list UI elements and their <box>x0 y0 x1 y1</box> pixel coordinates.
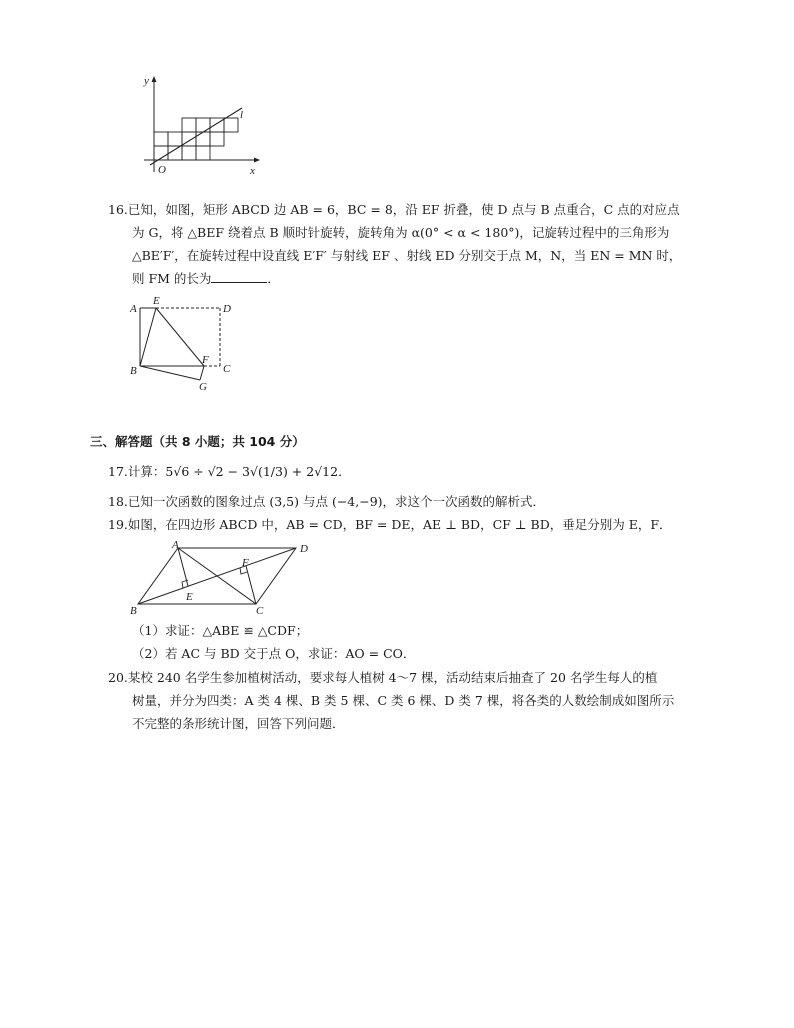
q17-expression: 5√6 ÷ √2 − 3√(1/3) + 2√12 <box>165 464 339 479</box>
q20-line2: 树量，并分为四类：A 类 4 棵、B 类 5 棵、C 类 6 棵、D 类 7 棵，将各类的人数绘制成如图所示 <box>132 693 675 708</box>
point-b-label: B <box>130 365 137 377</box>
q19-part2: （2）若 AC 与 BD 交于点 O，求证：AO = CO． <box>132 646 416 661</box>
q19-number: 19. <box>108 517 128 532</box>
x-axis-label: x <box>250 165 255 177</box>
q17-suffix: ． <box>338 464 351 479</box>
q18-number: 18. <box>108 494 128 509</box>
q17-number: 17. <box>108 464 128 479</box>
q16-text-1: 已知，如图，矩形 ABCD 边 AB = 6，BC = 8，沿 EF 折叠，使 D 点与 B 点重合，C 点的对应点 <box>127 202 680 217</box>
point-f-label: F <box>202 354 209 366</box>
q18-text: 已知一次函数的图象过点 (3,5) 与点 (−4,−9)，求这个一次函数的解析式． <box>127 494 546 509</box>
q18 <box>108 492 545 512</box>
y-axis-label: y <box>144 75 149 87</box>
line-l-label: l <box>240 109 244 121</box>
point-d-label: D <box>300 543 308 555</box>
q17-prefix: 计算： <box>127 464 166 479</box>
q17 <box>108 462 351 482</box>
quadrilateral-figure <box>126 538 326 618</box>
point-g-label: G <box>199 381 207 393</box>
point-f-label: F <box>242 557 249 569</box>
point-a-label: A <box>130 303 137 315</box>
q16-number: 16. <box>108 202 128 217</box>
point-b-label: B <box>130 605 137 617</box>
section-3-title: 三、解答题（共 8 小题；共 104 分） <box>90 434 305 449</box>
q16-line3: △BE′F′，在旋转过程中设直线 E′F′ 与射线 EF 、射线 ED 分别交于点 M，N，当 EN = MN 时， <box>132 248 682 263</box>
point-d-label: D <box>223 303 231 315</box>
q16-line2: 为 G，将 △BEF 绕着点 B 顺时针旋转，旋转角为 α(0° < α < 180°)，记旋转过程中的三角形为 <box>132 225 670 240</box>
point-a-label: A <box>172 539 179 551</box>
grid-line-figure <box>136 72 266 180</box>
q16-text-4-end: ． <box>267 271 280 286</box>
point-e-label: E <box>153 295 160 307</box>
q16-line1 <box>108 200 680 220</box>
q16-line4 <box>132 269 280 289</box>
point-c-label: C <box>223 363 231 375</box>
q19 <box>108 515 672 535</box>
q20-line3: 不完整的条形统计图，回答下列问题． <box>132 716 345 731</box>
point-e-label: E <box>186 591 193 603</box>
origin-label: O <box>158 164 166 176</box>
q20-line1 <box>108 668 657 688</box>
rectangle-fold-figure <box>126 292 242 396</box>
q19-text: 如图，在四边形 ABCD 中，AB = CD，BF = DE，AE ⊥ BD，CF ⊥ BD，垂足分别为 E，F． <box>127 517 672 532</box>
point-c-label: C <box>256 605 264 617</box>
q19-part1: （1）求证：△ABE ≌ △CDF； <box>132 623 309 638</box>
q16-answer-blank <box>211 270 267 283</box>
q20-text-1: 某校 240 名学生参加植树活动，要求每人植树 4～7 棵，活动结束后抽查了 20 名学生每人的植 <box>127 670 658 685</box>
q20-number: 20. <box>108 670 128 685</box>
q16-text-4: 则 FM 的长为 <box>132 271 212 286</box>
